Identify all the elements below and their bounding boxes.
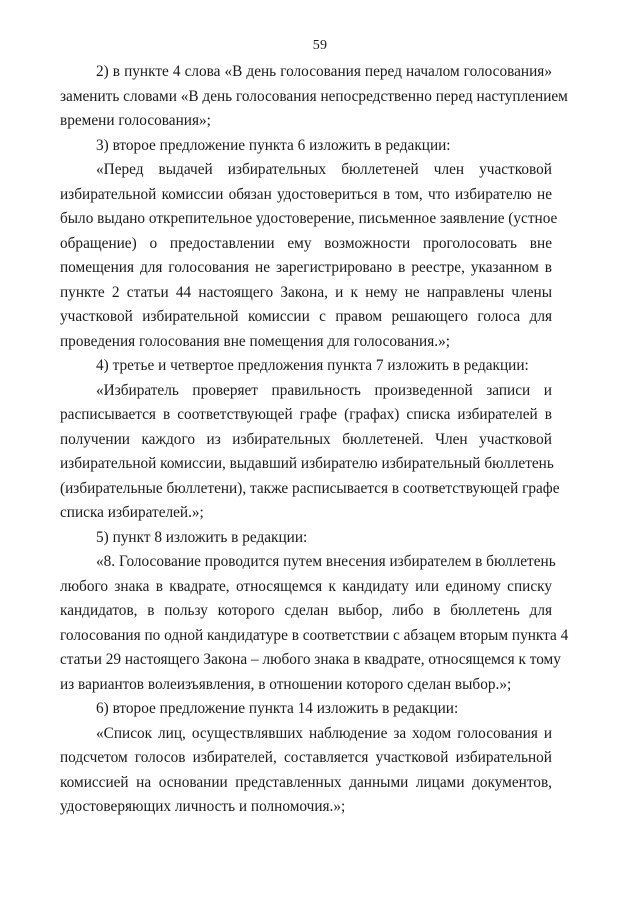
text-line: участковой избирательной комиссии с правом решающего голоса для <box>60 308 552 325</box>
text-line: кандидатов, в пользу которого сделан выбор, либо в бюллетень для <box>60 602 552 619</box>
text-line: обращение) о предоставлении ему возможности проголосовать вне <box>60 234 552 252</box>
text-line: 3) второе предложение пункта 6 изложить в редакции: <box>96 136 451 154</box>
paragraph <box>60 354 552 379</box>
text-line: статьи 29 настоящего Закона – любого знака в квадрате, относящемся к тому <box>60 651 561 668</box>
text-line: комиссией на основании представленных данными лицами документов, <box>60 773 552 791</box>
text-line: любого знака в квадрате, относящемся к кандидату или единому списку <box>60 577 552 595</box>
text-line: помещения для голосования не зарегистрировано в реестре, указанном в <box>60 259 552 276</box>
paragraph <box>60 134 552 159</box>
text-line: избирательной комиссии, выдавший избирателю избирательный бюллетень <box>60 455 554 472</box>
text-line: из вариантов волеизъявления, в отношении которого сделан выбор.»; <box>60 675 512 693</box>
paragraph <box>60 158 558 354</box>
paragraph <box>60 550 569 697</box>
text-line: получении каждого из избирательных бюллетеней. Член участковой <box>60 430 552 448</box>
paragraph <box>60 697 552 722</box>
text-line: «8. Голосование проводится путем внесения избирателем в бюллетень <box>96 553 556 570</box>
paragraph <box>60 526 552 551</box>
page-number: 59 <box>312 38 328 53</box>
text-line: удостоверяющих личность и полномочия.»; <box>60 798 346 815</box>
paragraph <box>60 722 552 820</box>
text-line: времени голосования»; <box>60 112 211 129</box>
text-line: 6) второе предложение пункта 14 изложить в редакции: <box>96 700 459 717</box>
paragraph <box>60 60 568 134</box>
text-line: пункте 2 статьи 44 настоящего Закона, и к нему не направлены члены <box>60 283 552 301</box>
text-line: «Избиратель проверяет правильность произведенной записи и <box>96 381 552 399</box>
text-line: избирательной комиссии обязан удостовериться в том, что избирателю не <box>60 185 552 203</box>
document-body <box>60 60 569 820</box>
text-line: было выдано открепительное удостоверение, письменное заявление (устное <box>60 210 558 227</box>
text-line: заменить словами «В день голосования непосредственно перед наступлением <box>60 87 568 105</box>
text-line: 2) в пункте 4 слова «В день голосования перед началом голосования» <box>96 63 552 80</box>
text-line: списка избирателей.»; <box>60 504 204 521</box>
text-line: подсчетом голосов избирателей, составляется участковой избирательной <box>60 749 552 766</box>
paragraph <box>60 379 560 526</box>
text-line: «Список лиц, осуществлявших наблюдение за ходом голосования и <box>96 724 552 742</box>
text-line: (избирательные бюллетени), также расписывается в соответствующей графе <box>60 479 560 497</box>
text-line: проведения голосования вне помещения для голосования.»; <box>60 332 450 350</box>
text-line: 5) пункт 8 изложить в редакции: <box>96 528 308 546</box>
text-line: 4) третье и четвертое предложения пункта 7 изложить в редакции: <box>96 357 529 374</box>
text-line: голосования по одной кандидатуре в соответствии с абзацем вторым пункта 4 <box>60 626 569 644</box>
text-line: расписывается в соответствующей графе (графах) списка избирателей в <box>60 406 552 423</box>
text-line: «Перед выдачей избирательных бюллетеней член участковой <box>96 161 552 178</box>
